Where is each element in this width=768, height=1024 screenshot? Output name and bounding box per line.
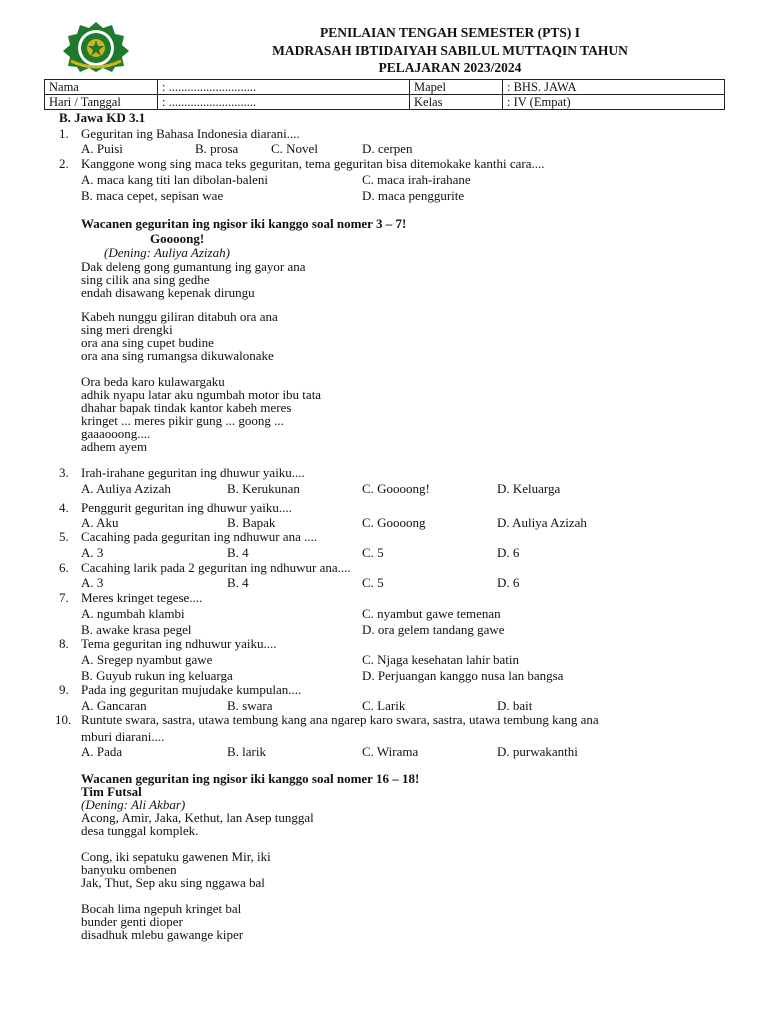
class-label: Kelas: [410, 95, 503, 110]
option[interactable]: A. ngumbah klambi: [81, 606, 185, 621]
school-logo: [61, 21, 131, 73]
poem-line: adhik nyapu latar aku ngumbah motor ibu tata: [81, 387, 322, 402]
poem-line: ora ana sing rumangsa dikuwalonake: [81, 348, 274, 363]
name-value[interactable]: : ............................: [158, 80, 410, 95]
option[interactable]: B. maca cepet, sepisan wae: [81, 188, 224, 203]
poem-line: dhahar bapak tindak kantor kabeh meres: [81, 400, 292, 415]
question-number: 10.: [55, 712, 72, 727]
question-text: Meres kringet tegese....: [81, 590, 203, 605]
date-value[interactable]: : ............................: [158, 95, 410, 110]
question-number: 3.: [59, 465, 69, 480]
option[interactable]: B. Kerukunan: [227, 481, 300, 496]
question-number: 7.: [59, 590, 69, 605]
header-line-1: PENILAIAN TENGAH SEMESTER (PTS) I: [319, 25, 581, 40]
poem-line: Acong, Amir, Jaka, Kethut, lan Asep tunggal: [81, 810, 314, 825]
option[interactable]: C. 5: [362, 575, 384, 590]
poem-line: ora ana sing cupet budine: [81, 335, 214, 350]
option[interactable]: B. Bapak: [227, 515, 276, 530]
option[interactable]: A. Pada: [81, 744, 123, 759]
option[interactable]: D. 6: [497, 575, 520, 590]
poem-line: Kabeh nunggu giliran ditabuh ora ana: [81, 309, 278, 324]
option[interactable]: B. 4: [227, 575, 249, 590]
question-text: Kanggone wong sing maca teks geguritan, tema geguritan bisa ditemokake kanthi cara....: [81, 156, 545, 171]
option[interactable]: B. larik: [227, 744, 266, 759]
question-text: Tema geguritan ing ndhuwur yaiku....: [81, 636, 277, 651]
option[interactable]: D. ora gelem tandang gawe: [362, 622, 505, 637]
poem-author: (Dening: Auliya Azizah): [104, 245, 230, 260]
poem-line: Ora beda karo kulawargaku: [81, 374, 225, 389]
question-number: 8.: [59, 636, 69, 651]
question-number: 2.: [59, 156, 69, 171]
question-text: Penggurit geguritan ing dhuwur yaiku....: [81, 500, 292, 515]
info-row-date: [45, 95, 725, 110]
question-number: 4.: [59, 500, 69, 515]
poem-line: endah disawang kepenak dirungu: [81, 285, 255, 300]
section-title: B. Jawa KD 3.1: [59, 110, 146, 125]
date-label: Hari / Tanggal: [45, 95, 158, 110]
option[interactable]: C. nyambut gawe temenan: [362, 606, 501, 621]
poem-instruction: Wacanen geguritan ing ngisor iki kanggo soal nomer 16 – 18!: [81, 771, 420, 786]
option[interactable]: B. swara: [227, 698, 273, 713]
question-number: 9.: [59, 682, 69, 697]
poem-line: desa tunggal komplek.: [81, 823, 199, 838]
option[interactable]: D. Auliya Azizah: [497, 515, 587, 530]
option[interactable]: A. Puisi: [81, 141, 123, 156]
option[interactable]: B. awake krasa pegel: [81, 622, 192, 637]
option[interactable]: D. purwakanthi: [497, 744, 578, 759]
option[interactable]: A. Auliya Azizah: [81, 481, 171, 496]
question-text: Irah-irahane geguritan ing dhuwur yaiku....: [81, 465, 305, 480]
option[interactable]: A. maca kang titi lan dibolan-baleni: [81, 172, 268, 187]
option[interactable]: C. Njaga kesehatan lahir batin: [362, 652, 520, 667]
poem-instruction: Wacanen geguritan ing ngisor iki kanggo soal nomer 3 – 7!: [81, 216, 407, 231]
poem-line: adhem ayem: [81, 439, 148, 454]
poem-line: kringet ... meres pikir gung ... goong ...: [81, 413, 284, 428]
option[interactable]: A. 3: [81, 575, 104, 590]
question-text: Cacahing pada geguritan ing ndhuwur ana ....: [81, 529, 318, 544]
option[interactable]: D. 6: [497, 545, 520, 560]
poem-line: bunder genti dioper: [81, 914, 183, 929]
option[interactable]: C. Novel: [271, 141, 318, 156]
question-number: 6.: [59, 560, 69, 575]
poem-line: disadhuk mlebu gawange kiper: [81, 927, 244, 942]
poem-line: Bocah lima ngepuh kringet bal: [81, 901, 242, 916]
option[interactable]: D. maca penggurite: [362, 188, 465, 203]
question-text: Runtute swara, sastra, utawa tembung kang ana ngarep karo swara, sastra, utawa tembung kang ana: [81, 712, 599, 727]
option[interactable]: B. Guyub rukun ing keluarga: [81, 668, 233, 683]
poem-line: Dak deleng gong gumantung ing gayor ana: [81, 259, 306, 274]
header-line-2: MADRASAH IBTIDAIYAH SABILUL MUTTAQIN TAHUN: [272, 43, 628, 58]
poem-line: gaaaooong....: [81, 426, 151, 441]
poem-line: banyuku ombenen: [81, 862, 177, 877]
poem-line: sing meri drengki: [81, 322, 173, 337]
poem-author: (Dening: Ali Akbar): [81, 797, 186, 812]
option[interactable]: B. 4: [227, 545, 249, 560]
option[interactable]: C. Wirama: [362, 744, 419, 759]
header-line-3: PELAJARAN 2023/2024: [378, 60, 522, 75]
question-text-continued: mburi diarani....: [81, 729, 165, 744]
poem-line: Cong, iki sepatuku gawenen Mir, iki: [81, 849, 271, 864]
option[interactable]: C. Goooong!: [362, 481, 430, 496]
student-info-table: [44, 79, 725, 110]
option[interactable]: A. Aku: [81, 515, 119, 530]
subject-label: Mapel: [410, 80, 503, 95]
option[interactable]: C. Goooong: [362, 515, 426, 530]
option[interactable]: D. bait: [497, 698, 533, 713]
subject-value: : BHS. JAWA: [503, 80, 725, 95]
name-label: Nama: [45, 80, 158, 95]
option[interactable]: A. 3: [81, 545, 104, 560]
option[interactable]: D. Perjuangan kanggo nusa lan bangsa: [362, 668, 564, 683]
poem-line: Jak, Thut, Sep aku sing nggawa bal: [81, 875, 265, 890]
option[interactable]: D. cerpen: [362, 141, 413, 156]
info-row-name: [45, 80, 725, 95]
option[interactable]: C. Larik: [362, 698, 406, 713]
option[interactable]: A. Sregep nyambut gawe: [81, 652, 213, 667]
class-value: : IV (Empat): [503, 95, 725, 110]
question-text: Cacahing larik pada 2 geguritan ing ndhuwur ana....: [81, 560, 351, 575]
question-number: 1.: [59, 126, 69, 141]
poem-line: sing cilik ana sing gedhe: [81, 272, 210, 287]
option[interactable]: C. 5: [362, 545, 384, 560]
question-number: 5.: [59, 529, 69, 544]
option[interactable]: D. Keluarga: [497, 481, 561, 496]
option[interactable]: A. Gancaran: [81, 698, 147, 713]
question-text: Geguritan ing Bahasa Indonesia diarani....: [81, 126, 300, 141]
poem-title: Goooong!: [150, 231, 205, 246]
question-text: Pada ing geguritan mujudake kumpulan....: [81, 682, 302, 697]
option[interactable]: B. prosa: [195, 141, 239, 156]
option[interactable]: C. maca irah-irahane: [362, 172, 471, 187]
poem-title: Tim Futsal: [81, 784, 142, 799]
